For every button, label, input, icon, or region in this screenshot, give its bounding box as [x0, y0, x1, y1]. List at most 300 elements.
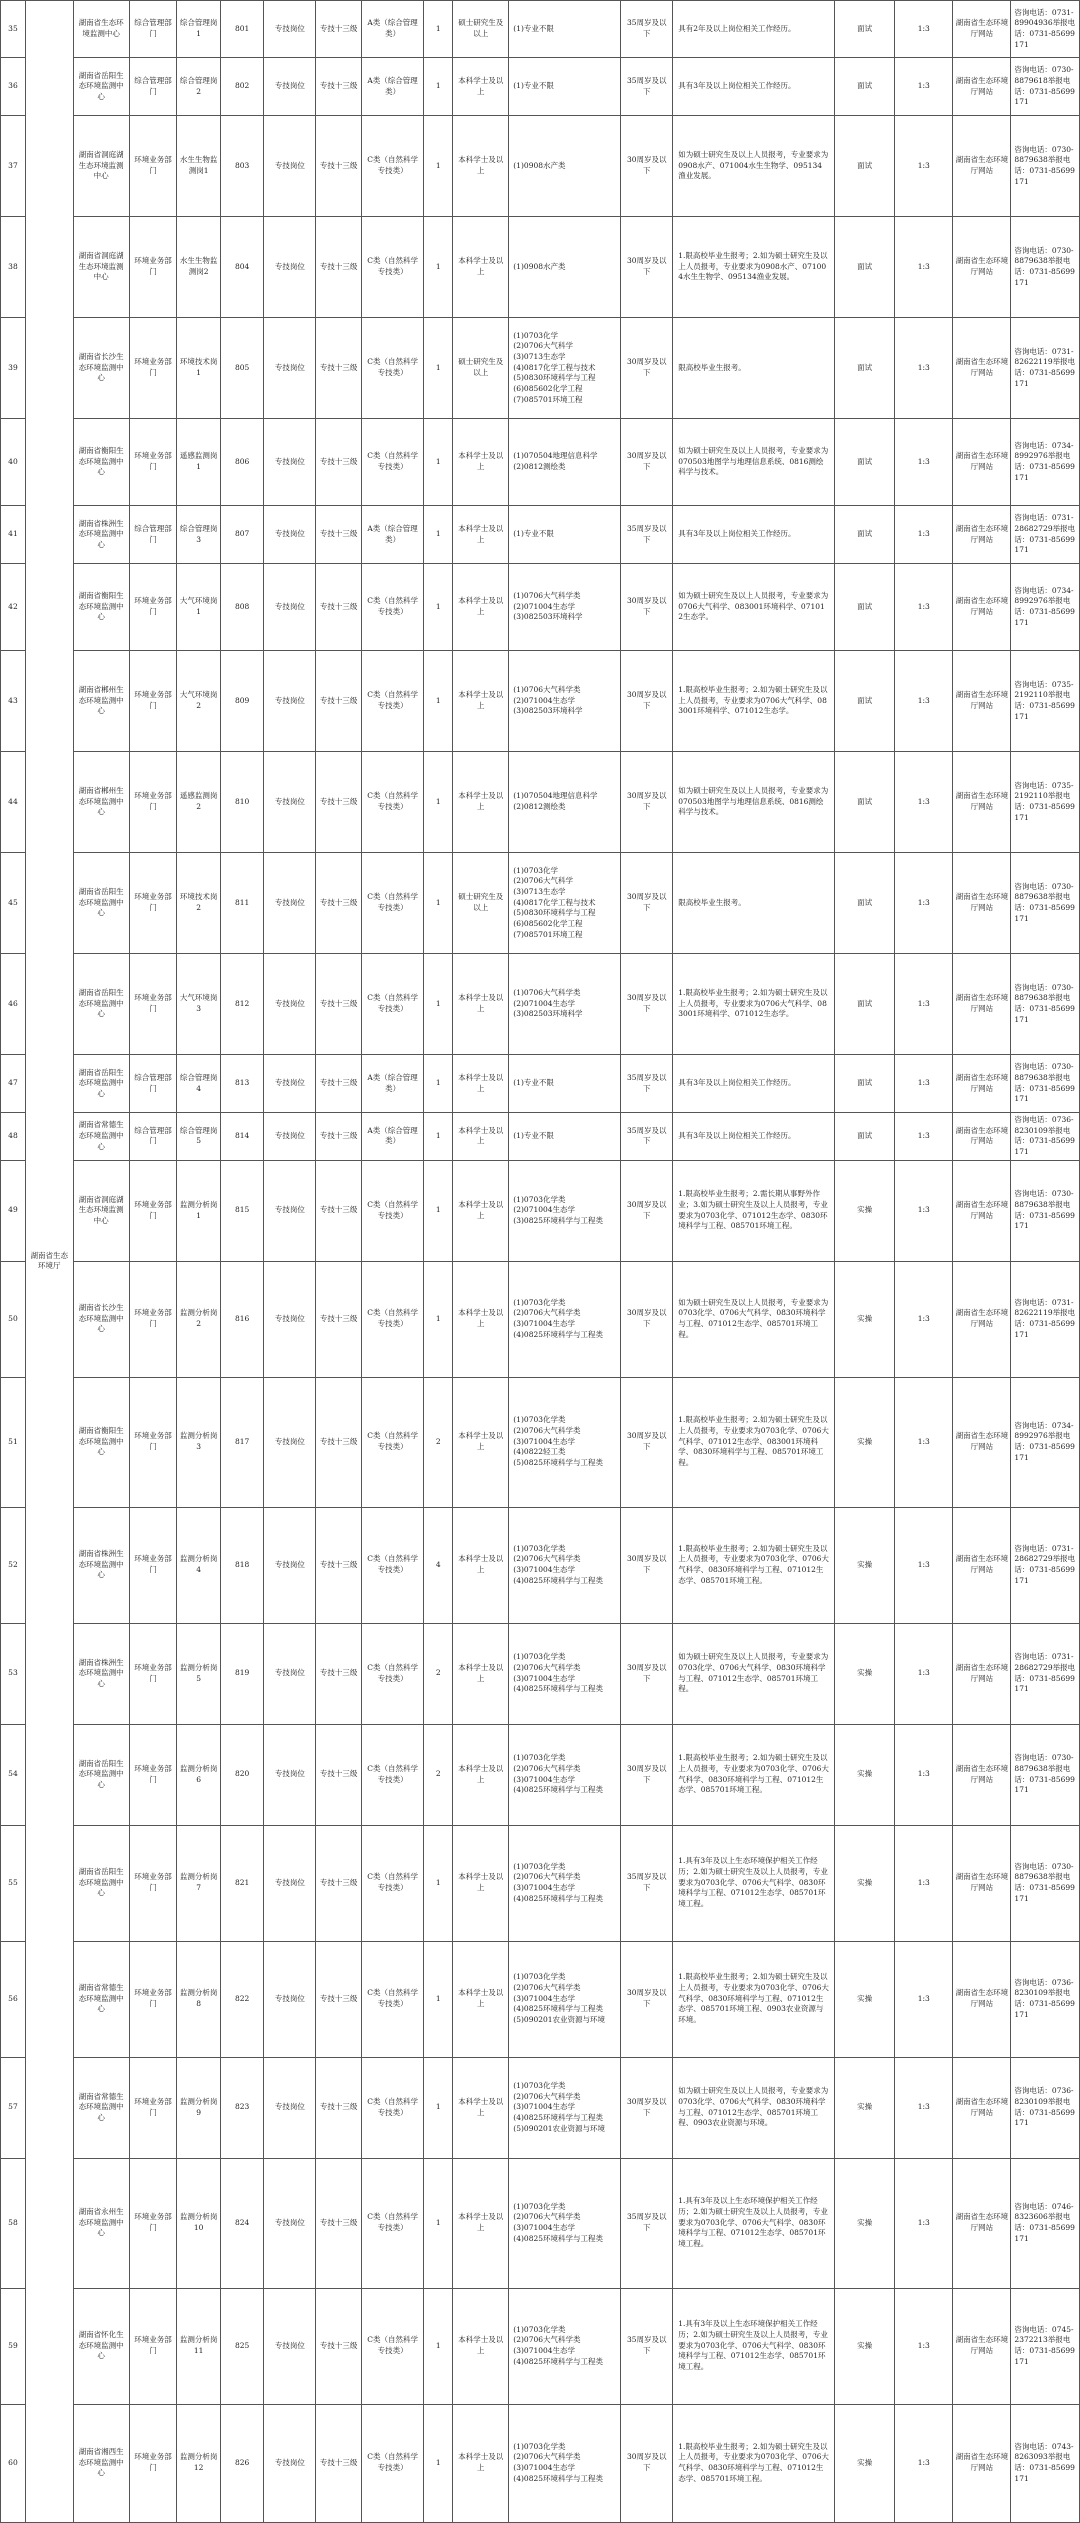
- major-requirement: [509, 1623, 621, 1724]
- major-item: (1)0703化学类: [513, 1972, 566, 1982]
- row-number: 50: [1, 1261, 26, 1377]
- education-requirement: 本科学士及以上: [453, 1724, 509, 1825]
- unit-name: 湖南省岳阳生态环境监测中心: [73, 58, 129, 116]
- contact-info: 咨询电话：0745-2372213举报电话：0731-85699171: [1011, 2288, 1080, 2404]
- exam-method: 实操: [835, 2288, 895, 2404]
- exam-method: 面试: [835, 954, 895, 1055]
- table-row: [1, 1055, 1080, 1113]
- post-type: 专技岗位: [264, 1055, 316, 1113]
- major-item: (1)0703化学: [513, 865, 559, 875]
- unit-department: 环境业务部门: [129, 2057, 177, 2158]
- exam-category: C类（自然科学专技类）: [361, 1724, 423, 1825]
- post-level: 专技十三级: [316, 419, 362, 506]
- education-requirement: 本科学士及以上: [453, 2288, 509, 2404]
- post-code: 809: [220, 651, 264, 752]
- interview-ratio: 1:3: [895, 116, 953, 217]
- interview-ratio: 1:3: [895, 217, 953, 318]
- post-code: 808: [220, 564, 264, 651]
- announcement-site: 湖南省生态环境厅网站: [953, 1160, 1011, 1261]
- table-row: [1, 1724, 1080, 1825]
- other-requirement: 限高校毕业生报考。: [673, 853, 835, 954]
- unit-department: 环境业务部门: [129, 2158, 177, 2288]
- major-item: (1)0908水产类: [513, 261, 566, 271]
- interview-ratio: 1:3: [895, 1160, 953, 1261]
- education-requirement: 本科学士及以上: [453, 954, 509, 1055]
- post-name: 监测分析岗4: [177, 1507, 221, 1623]
- major-item: (2)0706大气科学类: [513, 2335, 581, 2345]
- announcement-site: 湖南省生态环境厅网站: [953, 58, 1011, 116]
- education-requirement: 本科学士及以上: [453, 1113, 509, 1161]
- major-item: (1)专业不限: [513, 81, 554, 91]
- interview-ratio: 1:3: [895, 853, 953, 954]
- interview-ratio: 1:3: [895, 1377, 953, 1507]
- education-requirement: 本科学士及以上: [453, 1377, 509, 1507]
- major-item: (2)0706大气科学类: [513, 1662, 581, 1672]
- major-requirement: [509, 1, 621, 58]
- post-name: 综合管理岗5: [177, 1113, 221, 1161]
- table-row: [1, 954, 1080, 1055]
- row-number: 35: [1, 1, 26, 58]
- exam-method: 面试: [835, 318, 895, 419]
- announcement-site: 湖南省生态环境厅网站: [953, 1, 1011, 58]
- age-requirement: 30周岁及以下: [621, 1724, 673, 1825]
- unit-department: 环境业务部门: [129, 853, 177, 954]
- post-type: 专技岗位: [264, 2404, 316, 2522]
- major-item: (4)0825环境科学与工程类: [513, 2233, 604, 2243]
- age-requirement: 30周岁及以下: [621, 853, 673, 954]
- table-row: [1, 318, 1080, 419]
- education-requirement: 本科学士及以上: [453, 2057, 509, 2158]
- other-requirement: 1.限高校毕业生报考；2.如为硕士研究生及以上人员报考，专业要求为0706大气科学、083001环境科学、071012生态学。: [673, 954, 835, 1055]
- major-requirement: [509, 1507, 621, 1623]
- row-number: 36: [1, 58, 26, 116]
- unit-department: 综合管理部门: [129, 58, 177, 116]
- unit-name: 湖南省岳阳生态环境监测中心: [73, 1724, 129, 1825]
- age-requirement: 35周岁及以下: [621, 58, 673, 116]
- post-code: 802: [220, 58, 264, 116]
- education-requirement: 本科学士及以上: [453, 1941, 509, 2057]
- age-requirement: 30周岁及以下: [621, 1261, 673, 1377]
- interview-ratio: 1:3: [895, 1055, 953, 1113]
- post-level: 专技十三级: [316, 506, 362, 564]
- major-item: (2)0706大气科学类: [513, 2212, 581, 2222]
- table-row: [1, 1261, 1080, 1377]
- post-type: 专技岗位: [264, 2288, 316, 2404]
- other-requirement: 具有2年及以上岗位相关工作经历。: [673, 1, 835, 58]
- major-item: (3)071004生态学: [513, 1774, 576, 1784]
- major-item: (2)0706大气科学类: [513, 1872, 581, 1882]
- age-requirement: 30周岁及以下: [621, 1160, 673, 1261]
- exam-method: 实操: [835, 1261, 895, 1377]
- interview-ratio: 1:3: [895, 58, 953, 116]
- other-requirement: 1.限高校毕业生报考；2.如为硕士研究生及以上人员报考，专业要求为0703化学、0706大气科学、0830环境科学与工程、071012生态学、085701环境工程。: [673, 1507, 835, 1623]
- major-item: (3)0713生态学: [513, 887, 566, 897]
- announcement-site: 湖南省生态环境厅网站: [953, 1055, 1011, 1113]
- hire-count: 1: [424, 2404, 453, 2522]
- age-requirement: 30周岁及以下: [621, 2404, 673, 2522]
- major-requirement: [509, 1377, 621, 1507]
- post-level: 专技十三级: [316, 954, 362, 1055]
- unit-name: 湖南省岳阳生态环境监测中心: [73, 1055, 129, 1113]
- interview-ratio: 1:3: [895, 419, 953, 506]
- post-level: 专技十三级: [316, 564, 362, 651]
- hire-count: 1: [424, 1113, 453, 1161]
- age-requirement: 35周岁及以下: [621, 1055, 673, 1113]
- major-requirement: [509, 1825, 621, 1941]
- table-row: [1, 752, 1080, 853]
- major-item: (2)0706大气科学类: [513, 1308, 581, 1318]
- post-type: 专技岗位: [264, 1724, 316, 1825]
- major-requirement: [509, 2057, 621, 2158]
- post-code: 816: [220, 1261, 264, 1377]
- unit-name: 湖南省洞庭湖生态环境监测中心: [73, 1160, 129, 1261]
- other-requirement: 如为硕士研究生及以上人员报考，专业要求为0703化学、0706大气科学、0830环境科学与工程、071012生态学、085701环境工程。: [673, 1261, 835, 1377]
- major-requirement: [509, 419, 621, 506]
- unit-department: 环境业务部门: [129, 116, 177, 217]
- major-item: (2)071004生态学: [513, 1205, 576, 1215]
- contact-info: 咨询电话：0734-8992976举报电话：0731-85699171: [1011, 419, 1080, 506]
- age-requirement: 30周岁及以下: [621, 419, 673, 506]
- unit-name: 湖南省郴州生态环境监测中心: [73, 752, 129, 853]
- age-requirement: 35周岁及以下: [621, 2288, 673, 2404]
- post-code: 823: [220, 2057, 264, 2158]
- major-item: (4)0825环境科学与工程类: [513, 1684, 604, 1694]
- other-requirement: 具有3年及以上岗位相关工作经历。: [673, 1113, 835, 1161]
- interview-ratio: 1:3: [895, 318, 953, 419]
- hire-count: 1: [424, 1941, 453, 2057]
- contact-info: 咨询电话：0730-8879638举报电话：0731-85699171: [1011, 1724, 1080, 1825]
- post-level: 专技十三级: [316, 1261, 362, 1377]
- row-number: 40: [1, 419, 26, 506]
- post-level: 专技十三级: [316, 1113, 362, 1161]
- major-item: (4)0825环境科学与工程类: [513, 2004, 604, 2014]
- major-item: (4)0825环境科学与工程类: [513, 1575, 604, 1585]
- unit-department: 环境业务部门: [129, 1724, 177, 1825]
- major-requirement: [509, 2404, 621, 2522]
- unit-name: 湖南省株洲生态环境监测中心: [73, 1623, 129, 1724]
- education-requirement: 本科学士及以上: [453, 2404, 509, 2522]
- announcement-site: 湖南省生态环境厅网站: [953, 752, 1011, 853]
- hire-count: 1: [424, 1055, 453, 1113]
- row-number: 38: [1, 217, 26, 318]
- exam-category: C类（自然科学专技类）: [361, 1377, 423, 1507]
- table-row: [1, 1825, 1080, 1941]
- major-item: (5)0830环境科学与工程: [513, 908, 596, 918]
- post-type: 专技岗位: [264, 853, 316, 954]
- major-requirement: [509, 2158, 621, 2288]
- education-requirement: 本科学士及以上: [453, 752, 509, 853]
- exam-category: C类（自然科学专技类）: [361, 853, 423, 954]
- announcement-site: 湖南省生态环境厅网站: [953, 1507, 1011, 1623]
- major-requirement: [509, 58, 621, 116]
- post-code: 810: [220, 752, 264, 853]
- exam-category: C类（自然科学专技类）: [361, 1623, 423, 1724]
- exam-category: C类（自然科学专技类）: [361, 116, 423, 217]
- post-code: 818: [220, 1507, 264, 1623]
- education-requirement: 本科学士及以上: [453, 2158, 509, 2288]
- exam-category: C类（自然科学专技类）: [361, 1160, 423, 1261]
- age-requirement: 35周岁及以下: [621, 1825, 673, 1941]
- exam-category: A类（综合管理类）: [361, 1113, 423, 1161]
- contact-info: 咨询电话：0730-8879638举报电话：0731-85699171: [1011, 1825, 1080, 1941]
- unit-name: 湖南省怀化生态环境监测中心: [73, 2288, 129, 2404]
- announcement-site: 湖南省生态环境厅网站: [953, 1113, 1011, 1161]
- major-item: (3)071004生态学: [513, 1883, 576, 1893]
- post-name: 遥感监测岗2: [177, 752, 221, 853]
- hire-count: 1: [424, 1160, 453, 1261]
- exam-category: C类（自然科学专技类）: [361, 1507, 423, 1623]
- contact-info: 咨询电话：0730-8879638举报电话：0731-85699171: [1011, 954, 1080, 1055]
- post-name: 监测分析岗2: [177, 1261, 221, 1377]
- unit-department: 环境业务部门: [129, 1825, 177, 1941]
- table-row: [1, 1623, 1080, 1724]
- contact-info: 咨询电话：0746-8323606举报电话：0731-85699171: [1011, 2158, 1080, 2288]
- post-code: 824: [220, 2158, 264, 2288]
- major-item: (3)071004生态学: [513, 1319, 576, 1329]
- exam-method: 实操: [835, 1160, 895, 1261]
- contact-info: 咨询电话：0730-8879638举报电话：0731-85699171: [1011, 217, 1080, 318]
- post-type: 专技岗位: [264, 1160, 316, 1261]
- unit-department: 综合管理部门: [129, 1113, 177, 1161]
- job-table-body: [1, 1, 1080, 2523]
- row-number: 49: [1, 1160, 26, 1261]
- major-item: (2)0812测绘类: [513, 462, 566, 471]
- major-item: (1)0703化学类: [513, 1543, 566, 1553]
- department-cell: 湖南省生态环境厅: [25, 1, 73, 2523]
- unit-department: 环境业务部门: [129, 1377, 177, 1507]
- post-code: 807: [220, 506, 264, 564]
- education-requirement: 本科学士及以上: [453, 116, 509, 217]
- interview-ratio: 1:3: [895, 1261, 953, 1377]
- interview-ratio: 1:3: [895, 1113, 953, 1161]
- major-item: (1)0703化学: [513, 330, 559, 340]
- announcement-site: 湖南省生态环境厅网站: [953, 1825, 1011, 1941]
- post-code: 806: [220, 419, 264, 506]
- major-item: (5)090201农业资源与环境: [513, 2015, 606, 2025]
- post-level: 专技十三级: [316, 1507, 362, 1623]
- unit-department: 环境业务部门: [129, 1623, 177, 1724]
- unit-department: 环境业务部门: [129, 2404, 177, 2522]
- hire-count: 2: [424, 1724, 453, 1825]
- unit-name: 湖南省常德生态环境监测中心: [73, 1941, 129, 2057]
- post-name: 监测分析岗8: [177, 1941, 221, 2057]
- major-item: (2)0706大气科学: [513, 876, 574, 886]
- post-name: 监测分析岗3: [177, 1377, 221, 1507]
- exam-category: C类（自然科学专技类）: [361, 1261, 423, 1377]
- other-requirement: 如为硕士研究生及以上人员报考，专业要求为0703化学、0706大气科学、0830环境科学与工程、071012生态学、085701环境工程、0903农业资源与环境。: [673, 2057, 835, 2158]
- post-type: 专技岗位: [264, 2158, 316, 2288]
- other-requirement: 1.具有3年及以上生态环境保护相关工作经历；2.如为硕士研究生及以上人员报考，专业要求为0703化学、0706大气科学、0830环境科学与工程、071012生态学、085701环境工程。: [673, 1825, 835, 1941]
- post-level: 专技十三级: [316, 1377, 362, 1507]
- row-number: 54: [1, 1724, 26, 1825]
- row-number: 60: [1, 2404, 26, 2522]
- unit-name: 湖南省岳阳生态环境监测中心: [73, 954, 129, 1055]
- exam-category: C类（自然科学专技类）: [361, 1825, 423, 1941]
- age-requirement: 30周岁及以下: [621, 1623, 673, 1724]
- other-requirement: 1.限高校毕业生报考；2.如为硕士研究生及以上人员报考，专业要求为0703化学、0706大气科学、071012生态学、083001环境科学、0830环境科学与工程、085701环境工程。: [673, 1377, 835, 1507]
- announcement-site: 湖南省生态环境厅网站: [953, 651, 1011, 752]
- major-requirement: [509, 1113, 621, 1161]
- post-code: 820: [220, 1724, 264, 1825]
- post-type: 专技岗位: [264, 506, 316, 564]
- announcement-site: 湖南省生态环境厅网站: [953, 506, 1011, 564]
- major-item: (4)0825环境科学与工程类: [513, 2473, 604, 2483]
- major-item: (4)0817化学工程与技术: [513, 362, 596, 372]
- interview-ratio: 1:3: [895, 2158, 953, 2288]
- announcement-site: 湖南省生态环境厅网站: [953, 2158, 1011, 2288]
- major-requirement: [509, 1941, 621, 2057]
- major-item: (4)0817化学工程与技术: [513, 897, 596, 907]
- post-code: 817: [220, 1377, 264, 1507]
- table-row: [1, 651, 1080, 752]
- post-name: 综合管理岗4: [177, 1055, 221, 1113]
- post-level: 专技十三级: [316, 217, 362, 318]
- major-requirement: [509, 1724, 621, 1825]
- contact-info: 咨询电话：0731-28682729举报电话：0731-85699171: [1011, 1623, 1080, 1724]
- unit-department: 环境业务部门: [129, 1160, 177, 1261]
- post-code: 814: [220, 1113, 264, 1161]
- major-requirement: [509, 954, 621, 1055]
- unit-name: 湖南省生态环境监测中心: [73, 1, 129, 58]
- post-type: 专技岗位: [264, 1113, 316, 1161]
- table-row: [1, 1113, 1080, 1161]
- major-item: (3)071004生态学: [513, 1436, 576, 1446]
- post-level: 专技十三级: [316, 2057, 362, 2158]
- hire-count: 1: [424, 116, 453, 217]
- announcement-site: 湖南省生态环境厅网站: [953, 853, 1011, 954]
- age-requirement: 35周岁及以下: [621, 1113, 673, 1161]
- age-requirement: 30周岁及以下: [621, 318, 673, 419]
- announcement-site: 湖南省生态环境厅网站: [953, 2057, 1011, 2158]
- unit-name: 湖南省岳阳生态环境监测中心: [73, 853, 129, 954]
- major-item: (2)0706大气科学类: [513, 2452, 581, 2462]
- exam-category: C类（自然科学专技类）: [361, 318, 423, 419]
- major-item: (5)090201农业资源与环境: [513, 2123, 606, 2133]
- education-requirement: 硕士研究生及以上: [453, 1, 509, 58]
- exam-method: 实操: [835, 2158, 895, 2288]
- contact-info: 咨询电话：0731-89904936举报电话：0731-85699171: [1011, 1, 1080, 58]
- post-level: 专技十三级: [316, 1055, 362, 1113]
- hire-count: 1: [424, 954, 453, 1055]
- major-requirement: [509, 2288, 621, 2404]
- announcement-site: 湖南省生态环境厅网站: [953, 1261, 1011, 1377]
- post-name: 大气环境岗3: [177, 954, 221, 1055]
- exam-method: 面试: [835, 1113, 895, 1161]
- education-requirement: 本科学士及以上: [453, 1055, 509, 1113]
- education-requirement: 本科学士及以上: [453, 58, 509, 116]
- unit-name: 湖南省湘西生态环境监测中心: [73, 2404, 129, 2522]
- unit-department: 环境业务部门: [129, 752, 177, 853]
- unit-department: 环境业务部门: [129, 318, 177, 419]
- interview-ratio: 1:3: [895, 1724, 953, 1825]
- contact-info: 咨询电话：0730-8879618举报电话：0731-85699171: [1011, 58, 1080, 116]
- exam-category: C类（自然科学专技类）: [361, 217, 423, 318]
- post-name: 监测分析岗10: [177, 2158, 221, 2288]
- major-item: (1)0703化学类: [513, 2324, 566, 2334]
- contact-info: 咨询电话：0743-8263093举报电话：0731-85699171: [1011, 2404, 1080, 2522]
- hire-count: 1: [424, 2158, 453, 2288]
- contact-info: 咨询电话：0735-2192110举报电话：0731-85699171: [1011, 752, 1080, 853]
- unit-name: 湖南省常德生态环境监测中心: [73, 1113, 129, 1161]
- major-item: (6)085602化学工程: [513, 918, 583, 928]
- post-type: 专技岗位: [264, 1825, 316, 1941]
- education-requirement: 本科学士及以上: [453, 506, 509, 564]
- table-row: [1, 1, 1080, 58]
- major-item: (3)071004生态学: [513, 2102, 576, 2112]
- exam-method: 实操: [835, 1623, 895, 1724]
- announcement-site: 湖南省生态环境厅网站: [953, 1377, 1011, 1507]
- hire-count: 1: [424, 419, 453, 506]
- post-code: 825: [220, 2288, 264, 2404]
- post-name: 监测分析岗12: [177, 2404, 221, 2522]
- hire-count: 1: [424, 506, 453, 564]
- major-item: (7)085701环境工程: [513, 394, 583, 404]
- major-item: (2)0706大气科学类: [513, 1983, 581, 1993]
- post-name: 监测分析岗9: [177, 2057, 221, 2158]
- row-number: 43: [1, 651, 26, 752]
- post-code: 805: [220, 318, 264, 419]
- contact-info: 咨询电话：0736-8230109举报电话：0731-85699171: [1011, 2057, 1080, 2158]
- interview-ratio: 1:3: [895, 2404, 953, 2522]
- interview-ratio: 1:3: [895, 651, 953, 752]
- post-level: 专技十三级: [316, 1623, 362, 1724]
- table-row: [1, 1941, 1080, 2057]
- age-requirement: 30周岁及以下: [621, 2057, 673, 2158]
- post-type: 专技岗位: [264, 954, 316, 1055]
- contact-info: 咨询电话：0731-28682729举报电话：0731-85699171: [1011, 1507, 1080, 1623]
- other-requirement: 具有3年及以上岗位相关工作经历。: [673, 1055, 835, 1113]
- post-name: 综合管理岗1: [177, 1, 221, 58]
- major-item: (1)专业不限: [513, 1130, 554, 1140]
- age-requirement: 30周岁及以下: [621, 217, 673, 318]
- row-number: 42: [1, 564, 26, 651]
- exam-method: 面试: [835, 116, 895, 217]
- exam-method: 面试: [835, 651, 895, 752]
- announcement-site: 湖南省生态环境厅网站: [953, 2288, 1011, 2404]
- post-level: 专技十三级: [316, 752, 362, 853]
- post-level: 专技十三级: [316, 116, 362, 217]
- post-type: 专技岗位: [264, 419, 316, 506]
- major-item: (7)085701环境工程: [513, 929, 583, 939]
- post-code: 813: [220, 1055, 264, 1113]
- hire-count: 2: [424, 1377, 453, 1507]
- unit-department: 环境业务部门: [129, 2288, 177, 2404]
- post-name: 水生生物监测岗2: [177, 217, 221, 318]
- row-number: 48: [1, 1113, 26, 1161]
- table-row: [1, 2057, 1080, 2158]
- interview-ratio: 1:3: [895, 752, 953, 853]
- table-row: [1, 2288, 1080, 2404]
- interview-ratio: 1:3: [895, 954, 953, 1055]
- other-requirement: 1.具有3年及以上生态环境保护相关工作经历；2.如为硕士研究生及以上人员报考，专业要求为0703化学、0706大气科学、0830环境科学与工程、071012生态学、085701环境工程。: [673, 2158, 835, 2288]
- other-requirement: 1.限高校毕业生报考；2.需长期从事野外作业；3.如为硕士研究生及以上人员报考，专业要求为0703化学、071012生态学、0830环境科学与工程、085701环境工程。: [673, 1160, 835, 1261]
- interview-ratio: 1:3: [895, 2057, 953, 2158]
- contact-info: 咨询电话：0731-82622119举报电话：0731-85699171: [1011, 318, 1080, 419]
- post-name: 监测分析岗11: [177, 2288, 221, 2404]
- announcement-site: 湖南省生态环境厅网站: [953, 116, 1011, 217]
- row-number: 39: [1, 318, 26, 419]
- post-type: 专技岗位: [264, 2057, 316, 2158]
- contact-info: 咨询电话：0730-8879638举报电话：0731-85699171: [1011, 853, 1080, 954]
- unit-department: 综合管理部门: [129, 1055, 177, 1113]
- unit-name: 湖南省永州生态环境监测中心: [73, 2158, 129, 2288]
- exam-method: 实操: [835, 2057, 895, 2158]
- table-row: [1, 564, 1080, 651]
- other-requirement: 1.限高校毕业生报考；2.如为硕士研究生及以上人员报考，专业要求为0703化学、0706大气科学、0830环境科学与工程、071012生态学、085701环境工程。: [673, 2404, 835, 2522]
- exam-category: C类（自然科学专技类）: [361, 2404, 423, 2522]
- post-type: 专技岗位: [264, 217, 316, 318]
- interview-ratio: 1:3: [895, 1623, 953, 1724]
